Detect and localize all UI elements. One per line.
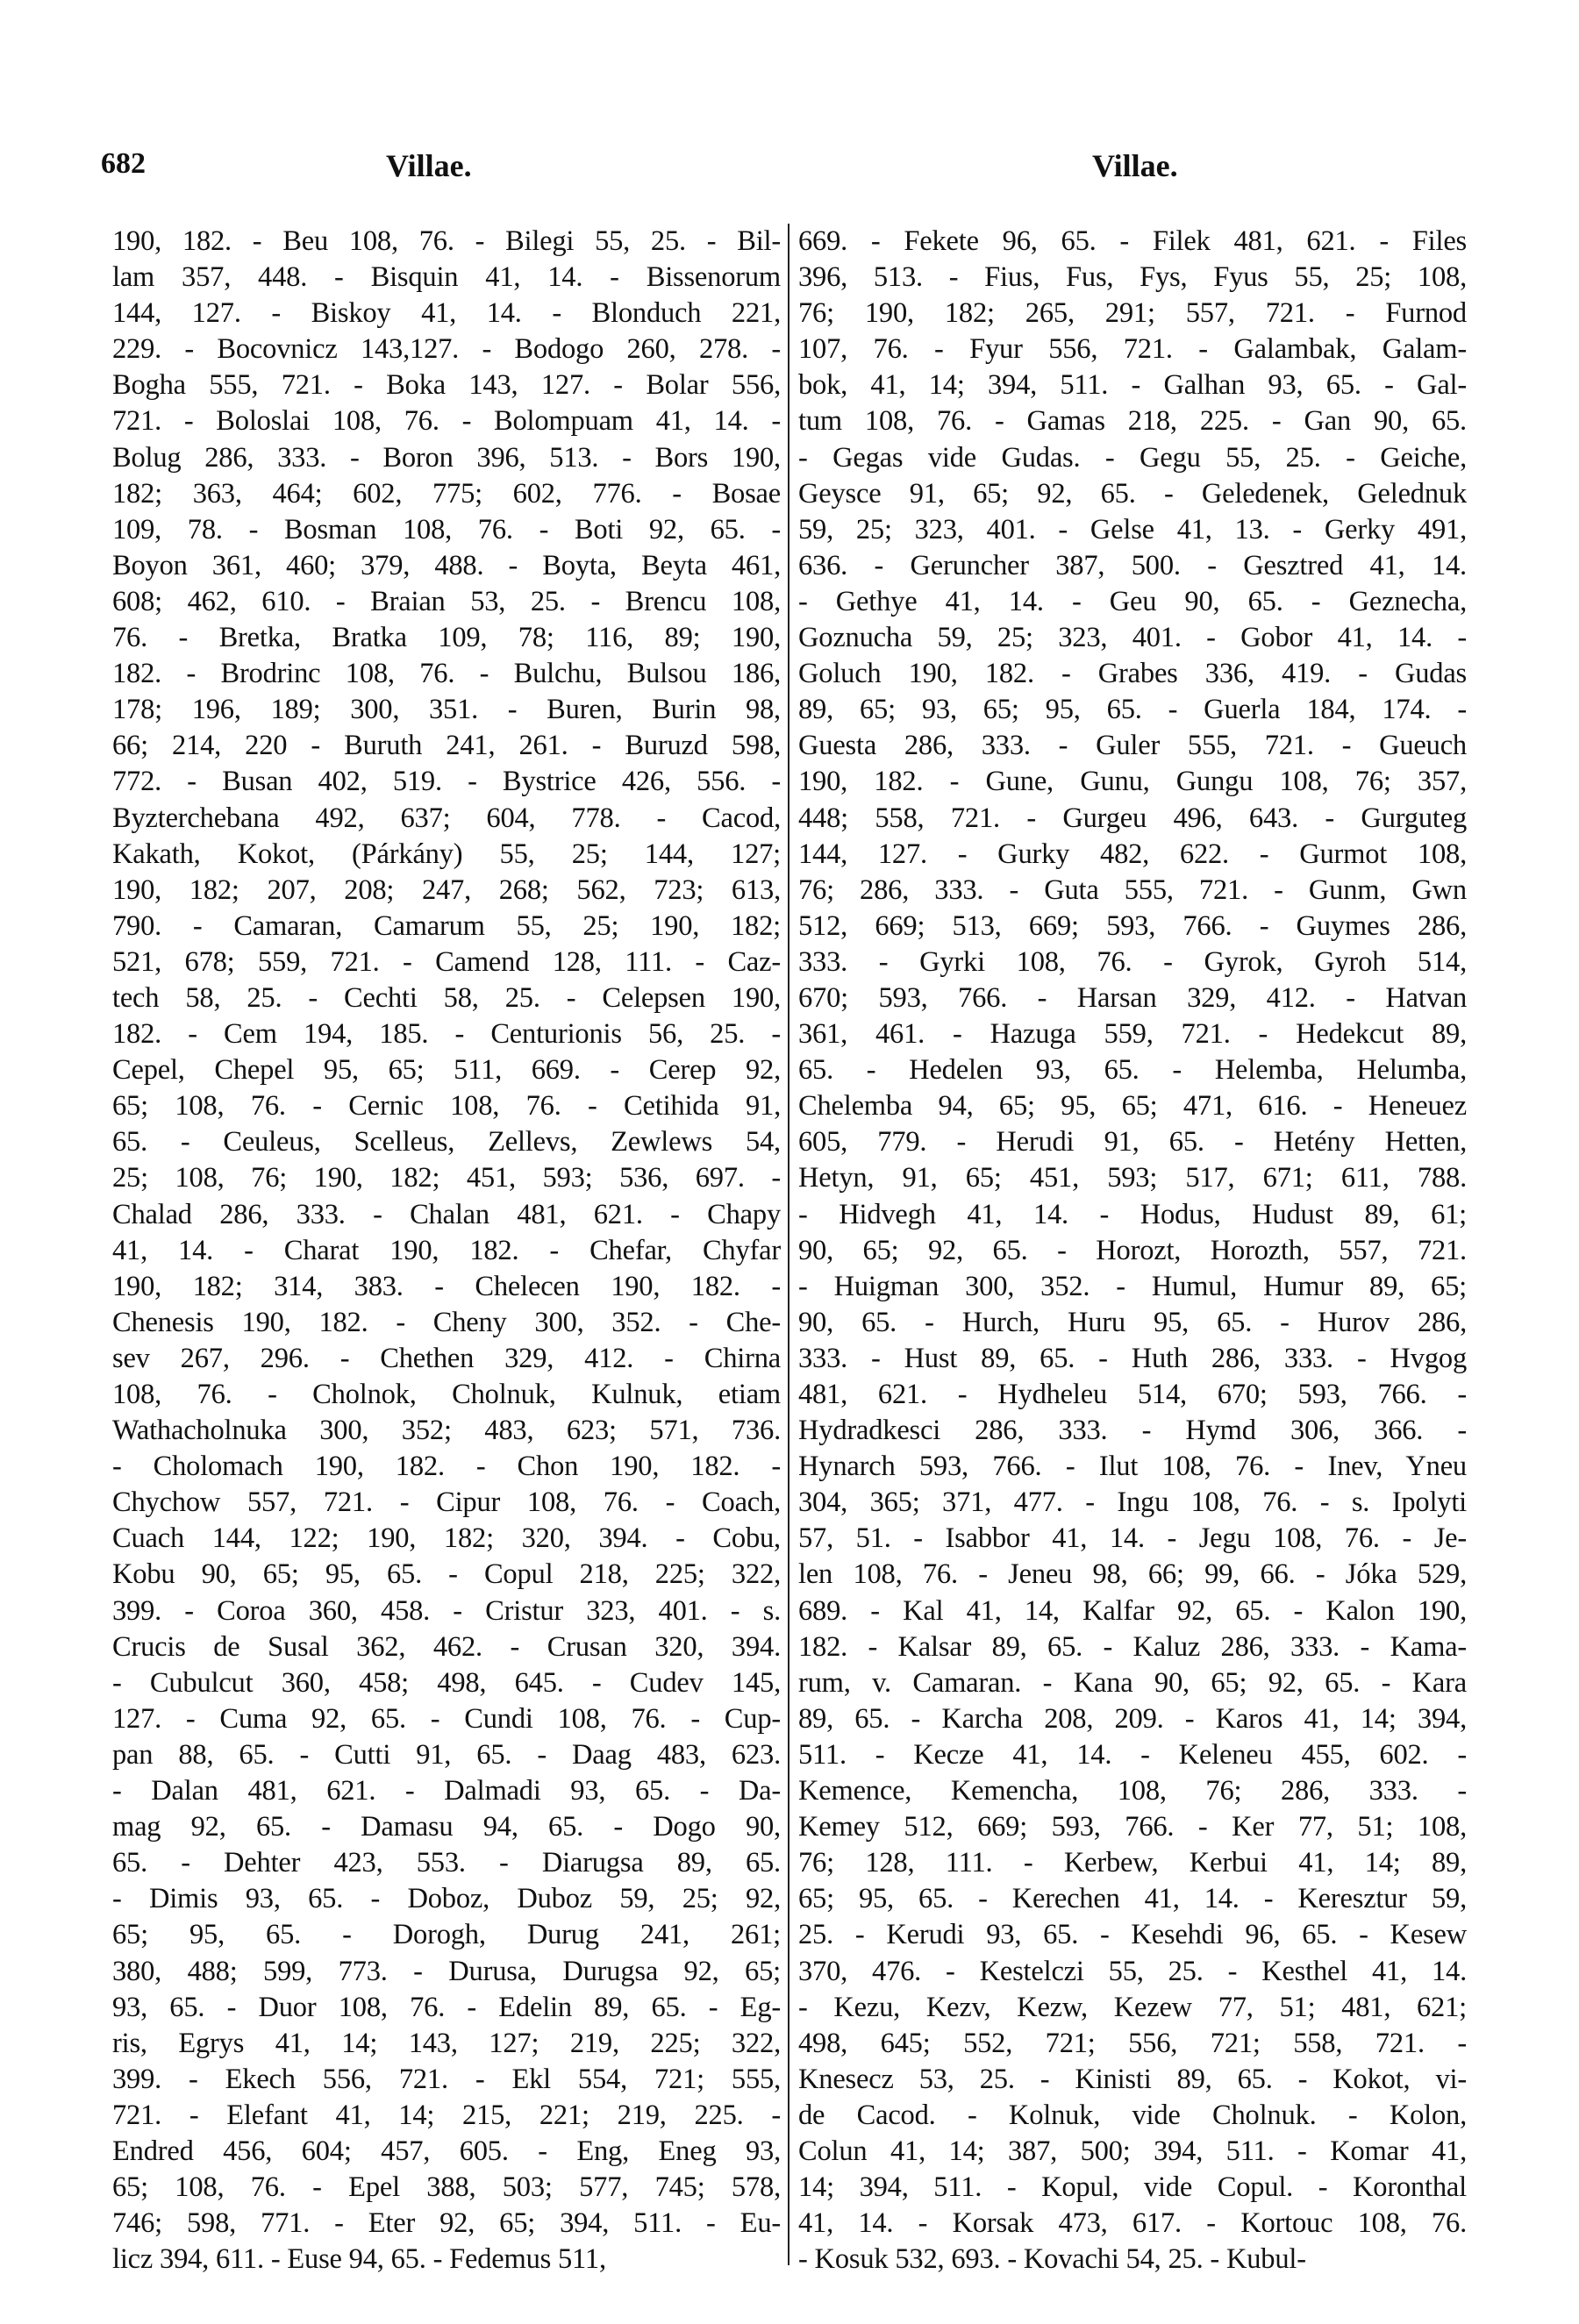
- text-line: 65. - Hedelen 93, 65. - Helemba, Helumba,: [798, 1054, 1467, 1087]
- text-line: 65. - Dehter 423, 553. - Diarugsa 89, 65.: [112, 1847, 781, 1879]
- text-line: 25. - Kerudi 93, 65. - Kesehdi 96, 65. - Kesew: [798, 1919, 1467, 1951]
- text-line: 178; 196, 189; 300, 351. - Buren, Burin 98,: [112, 694, 781, 726]
- text-line: - Gegas vide Gudas. - Gegu 55, 25. - Geiche,: [798, 441, 1467, 474]
- text-line: Goznucha 59, 25; 323, 401. - Gobor 41, 14. -: [798, 622, 1467, 654]
- text-line: pan 88, 65. - Cutti 91, 65. - Daag 483, 623.: [112, 1738, 781, 1771]
- text-line: 670; 593, 766. - Harsan 329, 412. - Hatvan: [798, 981, 1467, 1014]
- text-line: 229. - Bocovnicz 143,127. - Bodogo 260, 278. -: [112, 333, 781, 366]
- text-line: 772. - Busan 402, 519. - Bystrice 426, 556. -: [112, 766, 781, 798]
- text-line: ris, Egrys 41, 14; 143, 127; 219, 225; 322,: [112, 2027, 781, 2059]
- text-line: 448; 558, 721. - Gurgeu 496, 643. - Gurguteg: [798, 802, 1467, 834]
- text-line: 144, 127. - Gurky 482, 622. - Gurmot 108,: [798, 838, 1467, 870]
- text-line: - Gethye 41, 14. - Geu 90, 65. - Geznecha,: [798, 585, 1467, 617]
- text-line: 127. - Cuma 92, 65. - Cundi 108, 76. - Cup-: [112, 1702, 781, 1735]
- text-line: tum 108, 76. - Gamas 218, 225. - Gan 90, 65.: [798, 405, 1467, 438]
- text-line: - Kezu, Kezv, Kezw, Kezew 77, 51; 481, 621;: [798, 1991, 1467, 2023]
- text-line: 608; 462, 610. - Braian 53, 25. - Brencu 108,: [112, 585, 781, 617]
- text-line: 144, 127. - Biskoy 41, 14. - Blonduch 221,: [112, 297, 781, 330]
- text-line: - Dimis 93, 65. - Doboz, Duboz 59, 25; 92,: [112, 1883, 781, 1915]
- text-line: 333. - Gyrki 108, 76. - Gyrok, Gyroh 514,: [798, 945, 1467, 978]
- text-line: 361, 461. - Hazuga 559, 721. - Hedekcut 89,: [798, 1018, 1467, 1051]
- text-line: 511. - Kecze 41, 14. - Keleneu 455, 602. -: [798, 1738, 1467, 1771]
- text-line: licz 394, 611. - Euse 94, 65. - Fedemus 511,: [112, 2243, 606, 2276]
- text-line: Endred 456, 604; 457, 605. - Eng, Eneg 93,: [112, 2135, 781, 2167]
- text-line: Knesecz 53, 25. - Kinisti 89, 65. - Kokot, vi-: [798, 2063, 1467, 2095]
- text-line: 512, 669; 513, 669; 593, 766. - Guymes 286,: [798, 909, 1467, 942]
- text-line: Chychow 557, 721. - Cipur 108, 76. - Coach,: [112, 1486, 781, 1519]
- text-line: Byzterchebana 492, 637; 604, 778. - Cacod,: [112, 802, 781, 834]
- text-line: 76; 286, 333. - Guta 555, 721. - Gunm, Gwn: [798, 873, 1467, 906]
- text-line: 90, 65; 92, 65. - Horozt, Horozth, 557, 721.: [798, 1234, 1467, 1266]
- text-line: sev 267, 296. - Chethen 329, 412. - Chirna: [112, 1342, 781, 1374]
- text-line: tech 58, 25. - Cechti 58, 25. - Celepsen 190,: [112, 981, 781, 1014]
- text-line: - Hidvegh 41, 14. - Hodus, Hudust 89, 61;: [798, 1198, 1467, 1230]
- text-line: Chenesis 190, 182. - Cheny 300, 352. - Che-: [112, 1306, 781, 1338]
- text-line: 746; 598, 771. - Eter 92, 65; 394, 511. - Eu-: [112, 2207, 781, 2240]
- text-line: 636. - Geruncher 387, 500. - Gesztred 41, 14.: [798, 549, 1467, 581]
- text-line: 59, 25; 323, 401. - Gelse 41, 13. - Gerky 491,: [798, 513, 1467, 545]
- text-line: Chalad 286, 333. - Chalan 481, 621. - Chapy: [112, 1198, 781, 1230]
- text-line: 380, 488; 599, 773. - Durusa, Durugsa 92, 65;: [112, 1955, 781, 1987]
- text-line: Cuach 144, 122; 190, 182; 320, 394. - Cobu,: [112, 1522, 781, 1555]
- text-line: Crucis de Susal 362, 462. - Crusan 320, 394.: [112, 1630, 781, 1663]
- text-line: 182. - Kalsar 89, 65. - Kaluz 286, 333. - Kama-: [798, 1630, 1467, 1663]
- text-line: 721. - Elefant 41, 14; 215, 221; 219, 225. -: [112, 2099, 781, 2131]
- text-line: 93, 65. - Duor 108, 76. - Edelin 89, 65. - Eg-: [112, 1991, 781, 2023]
- text-line: 521, 678; 559, 721. - Camend 128, 111. - Caz-: [112, 945, 781, 978]
- text-line: Chelemba 94, 65; 95, 65; 471, 616. - Heneuez: [798, 1090, 1467, 1123]
- text-line: mag 92, 65. - Damasu 94, 65. - Dogo 90,: [112, 1811, 781, 1843]
- text-line: 498, 645; 552, 721; 556, 721; 558, 721. -: [798, 2027, 1467, 2059]
- text-line: 76. - Bretka, Bratka 109, 78; 116, 89; 190,: [112, 622, 781, 654]
- text-line: Hetyn, 91, 65; 451, 593; 517, 671; 611, 788.: [798, 1162, 1467, 1194]
- text-line: 89, 65. - Karcha 208, 209. - Karos 41, 14; 394,: [798, 1702, 1467, 1735]
- right-column: [798, 224, 1467, 2278]
- text-line: Kemey 512, 669; 593, 766. - Ker 77, 51; 108,: [798, 1811, 1467, 1843]
- text-line: 190, 182. - Gune, Gunu, Gungu 108, 76; 357,: [798, 766, 1467, 798]
- text-line: lam 357, 448. - Bisquin 41, 14. - Bissenorum: [112, 261, 781, 294]
- text-line: - Kosuk 532, 693. - Kovachi 54, 25. - Kubul-: [798, 2243, 1306, 2276]
- text-line: 108, 76. - Cholnok, Cholnuk, Kulnuk, etiam: [112, 1379, 781, 1410]
- text-line: 89, 65; 93, 65; 95, 65. - Guerla 184, 174. -: [798, 694, 1467, 726]
- text-line: 689. - Kal 41, 14, Kalfar 92, 65. - Kalon 190,: [798, 1594, 1467, 1627]
- text-line: 182. - Cem 194, 185. - Centurionis 56, 25. -: [112, 1018, 781, 1051]
- text-line: 76; 128, 111. - Kerbew, Kerbui 41, 14; 89,: [798, 1847, 1467, 1879]
- text-line: 605, 779. - Herudi 91, 65. - Hetény Hetten,: [798, 1126, 1467, 1158]
- left-column-title: Villae.: [386, 148, 472, 183]
- page-number: 682: [101, 147, 146, 180]
- text-line: 41, 14. - Korsak 473, 617. - Kortouc 108, 76.: [798, 2207, 1467, 2240]
- text-line: Bolug 286, 333. - Boron 396, 513. - Bors 190,: [112, 441, 781, 474]
- text-line: - Huigman 300, 352. - Humul, Humur 89, 65;: [798, 1270, 1467, 1302]
- text-line: 25; 108, 76; 190, 182; 451, 593; 536, 697. -: [112, 1162, 781, 1194]
- text-line: Kobu 90, 65; 95, 65. - Copul 218, 225; 322,: [112, 1558, 781, 1591]
- text-line: Geysce 91, 65; 92, 65. - Geledenek, Gelednuk: [798, 477, 1467, 510]
- text-line: 190, 182; 207, 208; 247, 268; 562, 723; 613,: [112, 873, 781, 906]
- text-line: Kakath, Kokot, (Párkány) 55, 25; 144, 127;: [112, 838, 781, 870]
- text-line: Wathacholnuka 300, 352; 483, 623; 571, 736.: [112, 1415, 781, 1447]
- text-line: 65; 108, 76. - Cernic 108, 76. - Cetihida 91,: [112, 1090, 781, 1123]
- text-line: rum, v. Camaran. - Kana 90, 65; 92, 65. - Kara: [798, 1666, 1467, 1699]
- text-line: de Cacod. - Kolnuk, vide Cholnuk. - Kolon,: [798, 2099, 1467, 2131]
- text-line: 182; 363, 464; 602, 775; 602, 776. - Bosae: [112, 477, 781, 510]
- text-line: Guesta 286, 333. - Guler 555, 721. - Gueuch: [798, 730, 1467, 762]
- text-line: 76; 190, 182; 265, 291; 557, 721. - Furnod: [798, 297, 1467, 330]
- text-line: 65; 95, 65. - Kerechen 41, 14. - Keresztur 59,: [798, 1883, 1467, 1915]
- text-line: bok, 41, 14; 394, 511. - Galhan 93, 65. - Gal-: [798, 369, 1467, 402]
- text-line: 370, 476. - Kestelczi 55, 25. - Kesthel 41, 14.: [798, 1955, 1467, 1987]
- text-line: - Cholomach 190, 182. - Chon 190, 182. -: [112, 1451, 781, 1483]
- text-line: 65; 108, 76. - Epel 388, 503; 577, 745; 578,: [112, 2171, 781, 2204]
- text-line: 109, 78. - Bosman 108, 76. - Boti 92, 65. -: [112, 513, 781, 545]
- text-line: Bogha 555, 721. - Boka 143, 127. - Bolar 556,: [112, 369, 781, 402]
- text-line: 65. - Ceuleus, Scelleus, Zellevs, Zewlews 54,: [112, 1126, 781, 1158]
- text-line: 190, 182. - Beu 108, 76. - Bilegi 55, 25. - Bil-: [112, 225, 781, 257]
- text-line: 66; 214, 220 - Buruth 241, 261. - Buruzd 598,: [112, 730, 781, 762]
- text-line: 396, 513. - Fius, Fus, Fys, Fyus 55, 25; 108,: [798, 261, 1467, 294]
- text-line: 669. - Fekete 96, 65. - Filek 481, 621. - Files: [798, 225, 1467, 257]
- text-line: Cepel, Chepel 95, 65; 511, 669. - Cerep 92,: [112, 1054, 781, 1087]
- text-line: 190, 182; 314, 383. - Chelecen 190, 182. -: [112, 1270, 781, 1302]
- text-line: - Dalan 481, 621. - Dalmadi 93, 65. - Da-: [112, 1775, 781, 1807]
- text-line: - Cubulcut 360, 458; 498, 645. - Cudev 145,: [112, 1666, 781, 1699]
- text-line: len 108, 76. - Jeneu 98, 66; 99, 66. - Jóka 529,: [798, 1558, 1467, 1591]
- text-line: 399. - Coroa 360, 458. - Cristur 323, 401. - s.: [112, 1594, 781, 1627]
- text-line: Kemence, Kemencha, 108, 76; 286, 333. -: [798, 1775, 1467, 1807]
- text-line: 107, 76. - Fyur 556, 721. - Galambak, Galam-: [798, 333, 1467, 366]
- text-line: Hynarch 593, 766. - Ilut 108, 76. - Inev, Yneu: [798, 1451, 1467, 1483]
- text-line: 399. - Ekech 556, 721. - Ekl 554, 721; 555,: [112, 2063, 781, 2095]
- text-line: 790. - Camaran, Camarum 55, 25; 190, 182;: [112, 909, 781, 942]
- text-line: Colun 41, 14; 387, 500; 394, 511. - Komar 41,: [798, 2135, 1467, 2167]
- text-line: 90, 65. - Hurch, Huru 95, 65. - Hurov 286,: [798, 1306, 1467, 1338]
- text-line: 41, 14. - Charat 190, 182. - Chefar, Chyfar: [112, 1234, 781, 1266]
- text-line: 333. - Hust 89, 65. - Huth 286, 333. - Hvgog: [798, 1342, 1467, 1374]
- text-line: 182. - Brodrinc 108, 76. - Bulchu, Bulsou 186,: [112, 658, 781, 690]
- text-line: 57, 51. - Isabbor 41, 14. - Jegu 108, 76. - Je-: [798, 1522, 1467, 1555]
- running-head: [0, 147, 1579, 191]
- text-line: 65; 95, 65. - Dorogh, Durug 241, 261;: [112, 1919, 781, 1951]
- column-divider: [788, 224, 790, 2265]
- text-line: 481, 621. - Hydheleu 514, 670; 593, 766. -: [798, 1379, 1467, 1410]
- left-column: [112, 224, 781, 2278]
- text-line: Hydradkesci 286, 333. - Hymd 306, 366. -: [798, 1415, 1467, 1447]
- right-column-title: Villae.: [1092, 148, 1178, 183]
- text-line: 14; 394, 511. - Kopul, vide Copul. - Koronthal: [798, 2171, 1467, 2204]
- text-line: Goluch 190, 182. - Grabes 336, 419. - Gudas: [798, 658, 1467, 690]
- text-line: 304, 365; 371, 477. - Ingu 108, 76. - s. Ipolyti: [798, 1486, 1467, 1519]
- text-line: Boyon 361, 460; 379, 488. - Boyta, Beyta 461,: [112, 549, 781, 581]
- text-line: 721. - Boloslai 108, 76. - Bolompuam 41, 14. -: [112, 405, 781, 438]
